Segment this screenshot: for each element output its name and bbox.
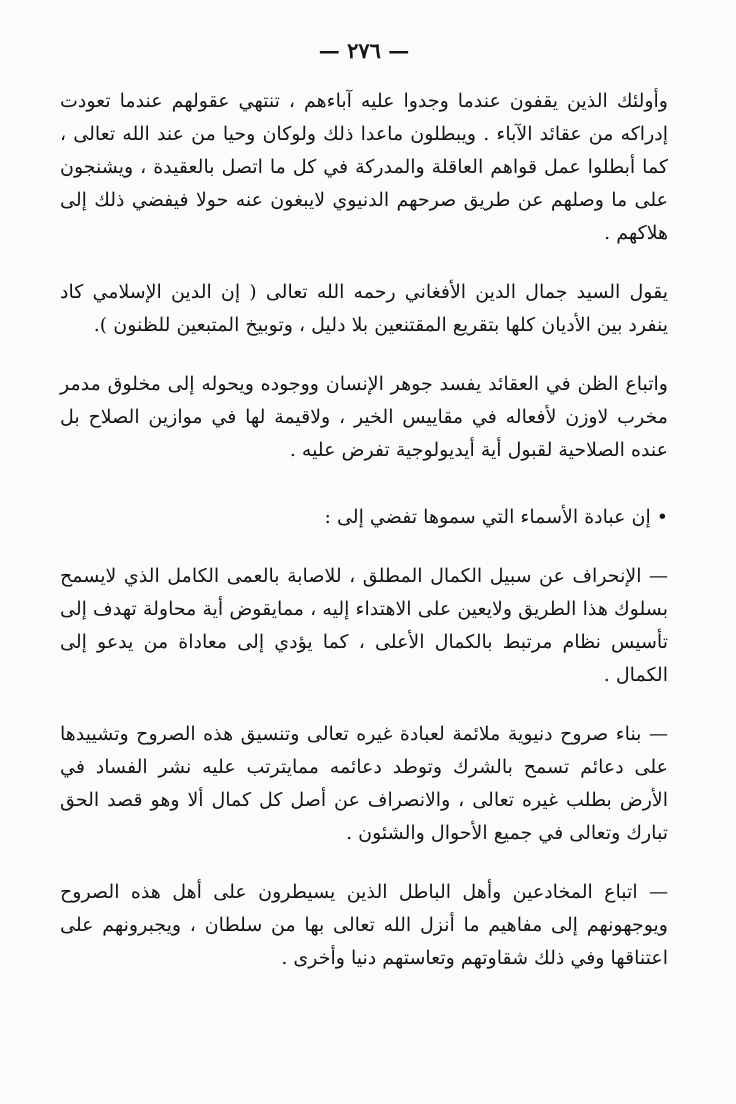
paragraph-deviation: — الإنحراف عن سبيل الكمال المطلق ، للاصابة بالعمى الكامل الذي لايسمح بسلوك هذا الطريق ولايعين على الاهتداء إليه ، ممايقوض أية محاولة تهدف إلى تأسيس نظام مرتبط بالكمال الأعلى ، كما يؤدي إلى معاداة من يدعو إلى الكمال . <box>60 565 668 686</box>
paragraph-worldly-edifices: — بناء صروح دنيوية ملائمة لعبادة غيره تعالى وتنسيق هذه الصروح وتشييدها على دعائم تسمح بالشرك وتوطد دعائمه ممايترتب عليه نشر الفساد في الأرض بطلب غيره تعالى ، والانصراف عن أصل كل كمال ألا وهو قصد الحق تبارك وتعالى في جميع الأحوال والشئون . <box>60 723 668 844</box>
paragraph-afghani-quote: يقول السيد جمال الدين الأفغاني رحمه الله تعالى ( إن الدين الإسلامي كاد ينفرد بين الأديان كلها بتقريع المقتنعين بلا دليل ، وتوبيخ المتبعين للظنون ). <box>60 281 668 336</box>
paragraph-following-conjecture: واتباع الظن في العقائد يفسد جوهر الإنسان ووجوده ويحوله إلى مخلوق مدمر مخرب لاوزن لأفعاله في مقاييس الخير ، ولاقيمة لها في موازين الصلاح بل عنده الصلاحية لقبول أية أيديولوجية تفرض عليه . <box>60 373 668 461</box>
paragraph-following-deceivers: — اتباع المخادعين وأهل الباطل الذين يسيطرون على أهل هذه الصروح ويوجهونهم إلى مفاهيم ما أنزل الله تعالى بها من سلطان ، ويجبرونهم على اعتناقها وفي ذلك شقاوتهم وتعاستهم دنيا وأخرى . <box>60 881 668 969</box>
paragraph-ancestors: وأولئك الذين يقفون عندما وجدوا عليه آباءهم ، تنتهي عقولهم عندما تعودت إدراكه من عقائد الآباء . ويبطلون ماعدا ذلك ولوكان وحيا من عند الله تعالى ، كما أبطلوا عمل قواهم العاقلة والمدركة في كل ما اتصل بالعقيدة ، ويشنجون على ما وصلهم عن طريق صرحهم الدنيوي لايبغون عنه حولا فيفضي ذلك إلى هلاكهم . <box>60 90 668 244</box>
page-number: — ٢٧٦ — <box>318 38 410 63</box>
paragraph-worship-heading: • إن عبادة الأسماء التي سموها تفضي إلى : <box>324 506 668 528</box>
